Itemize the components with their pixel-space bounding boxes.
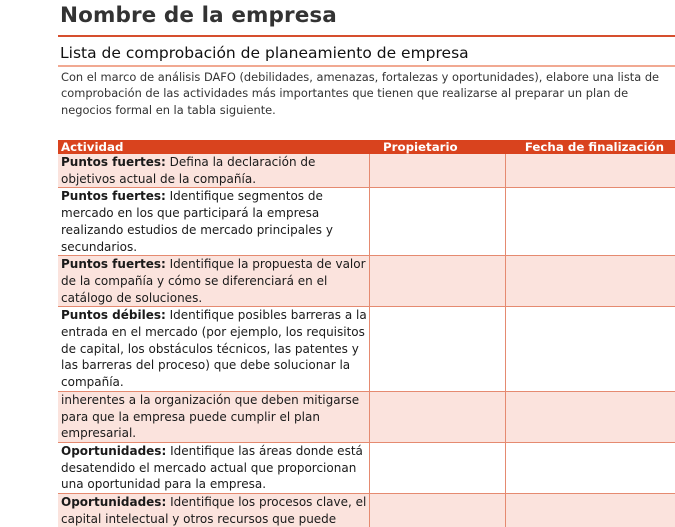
owner-cell[interactable] [369,307,505,392]
owner-cell[interactable] [369,188,505,256]
activity-description: Identifique la propuesta de valor de la compañía y cómo se diferenciará en el catálogo de soluciones. [61,257,366,305]
completion-date-cell[interactable] [505,494,675,527]
activity-category: Puntos fuertes: [61,257,166,272]
activity-cell[interactable] [58,256,369,307]
activity-description: Identifique posibles barreras a la entrada en el mercado (por ejemplo, los requisitos de capital, los obstáculos técnicos, las patentes y las barreras del proceso) que debe solucionar la compañía. [61,308,367,390]
owner-cell[interactable] [369,391,505,442]
activity-description: inherentes a la organización que deben mitigarse para que la empresa puede cumplir el plan empresarial. [61,392,360,441]
table-row [58,154,675,188]
table-header-row [58,140,675,154]
header-activity: Actividad [58,140,369,154]
activity-cell[interactable] [58,307,369,392]
table-row [58,494,675,527]
activity-category: Oportunidades: [61,443,167,458]
completion-date-cell[interactable] [505,391,675,442]
header-owner: Propietario [369,140,505,154]
table-row [58,307,675,392]
header-completion-date: Fecha de finalización [505,140,675,154]
activity-description: Identifique los procesos clave, el capital intelectual y otros recursos que puede [61,495,367,526]
subtitle-rule [58,65,675,67]
title-rule [58,35,675,37]
activity-cell[interactable] [58,154,369,188]
activity-category: Puntos fuertes: [61,155,166,169]
activity-cell[interactable] [58,494,369,527]
table-row [58,256,675,307]
activity-cell[interactable] [58,391,369,442]
activity-description: Identifique segmentos de mercado en los que participará la empresa realizando estudios de mercado principales y secundarios. [61,189,333,254]
owner-cell[interactable] [369,256,505,307]
activity-description: Identifique las áreas donde está desatendido el mercado actual que proporcionan una oportunidad para la empresa. [61,443,363,492]
intro-paragraph: Con el marco de análisis DAFO (debilidades, amenazas, fortalezas y oportunidades), elabore una lista de comprobación de las actividades más importantes que tienen que realizarse al preparar un plan de negocios formal en la tabla siguiente. [61,70,660,117]
owner-cell[interactable] [369,154,505,188]
completion-date-cell[interactable] [505,188,675,256]
table-row [58,188,675,256]
document-subtitle: Lista de comprobación de planeamiento de empresa [60,44,469,62]
completion-date-cell[interactable] [505,307,675,392]
owner-cell[interactable] [369,494,505,527]
table-row [58,442,675,493]
completion-date-cell[interactable] [505,442,675,493]
table-row [58,391,675,442]
completion-date-cell[interactable] [505,256,675,307]
activity-cell[interactable] [58,442,369,493]
activity-category: Oportunidades: [61,495,167,510]
activity-category: Puntos fuertes: [61,189,166,204]
completion-date-cell[interactable] [505,154,675,188]
activity-category: Puntos débiles: [61,308,166,323]
activity-description: Defina la declaración de objetivos actual de la compañía. [61,155,316,186]
owner-cell[interactable] [369,442,505,493]
checklist-table [58,140,675,527]
activity-cell[interactable] [58,188,369,256]
company-name: Nombre de la empresa [60,3,337,28]
